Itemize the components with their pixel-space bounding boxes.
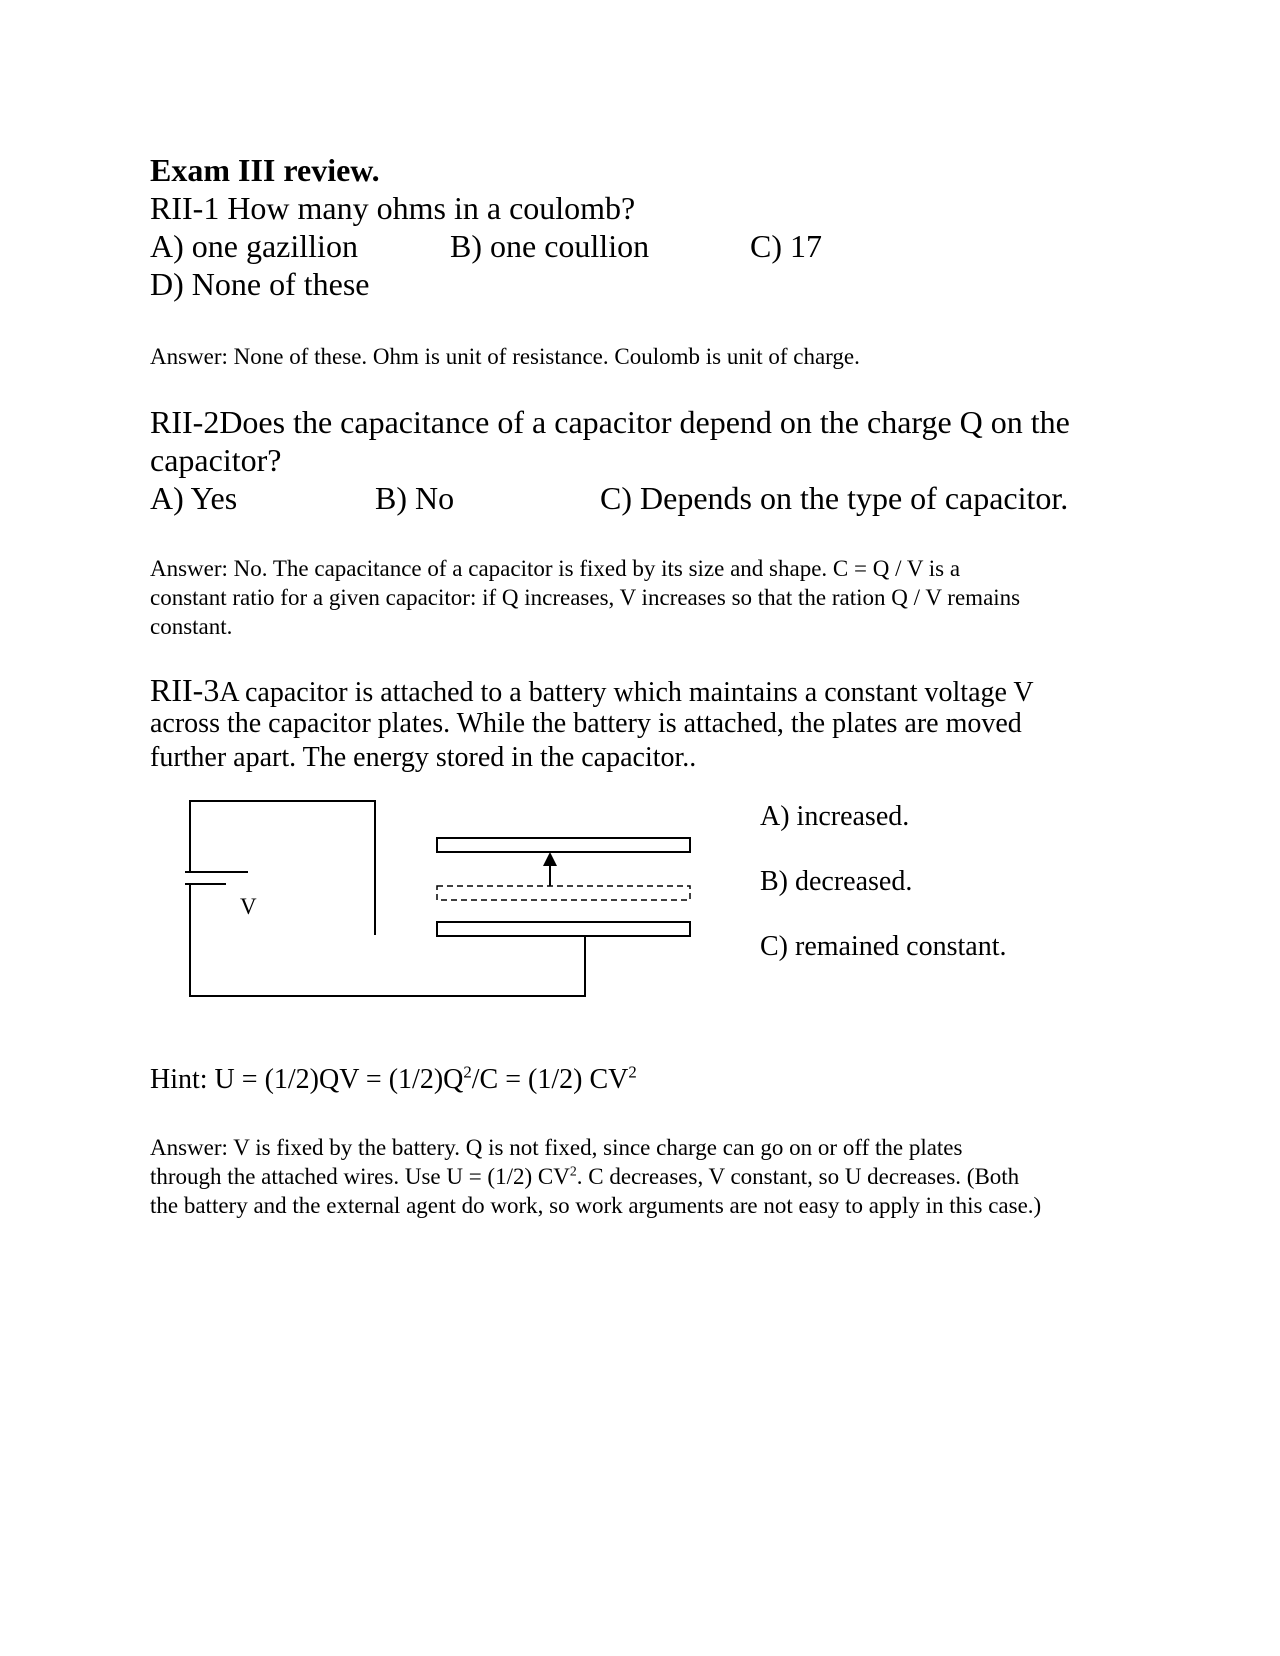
q3-option-c: C) remained constant.	[760, 931, 1007, 962]
q1-option-d: D) None of these	[150, 266, 370, 302]
q3-answer-line-1: Answer: V is fixed by the battery. Q is not fixed, since charge can go on or off the plates	[150, 1135, 963, 1160]
q2-question-line-2: capacitor?	[150, 442, 282, 478]
q3-answer-line-3: the battery and the external agent do work, so work arguments are not easy to apply in this case.)	[150, 1193, 1042, 1218]
answer-text-2: . C decreases, V constant, so U decreases. (Both	[576, 1164, 1020, 1189]
answer-text-1: through the attached wires. Use U = (1/2) CV	[150, 1164, 570, 1189]
q3-answer-line-2	[150, 1162, 1019, 1191]
circuit-elements	[185, 796, 845, 1006]
battery-gap	[185, 873, 197, 883]
q2-answer-line-2: constant ratio for a given capacitor: if Q increases, V increases so that the ration Q / V remains	[150, 585, 1021, 610]
answer-sup: 2	[569, 1163, 577, 1179]
q2-answer-line-1: Answer: No. The capacitance of a capacitor is fixed by its size and shape. C = Q / V is a	[150, 556, 961, 581]
page-title: Exam III review.	[150, 152, 380, 188]
q3-option-b: B) decreased.	[760, 866, 913, 897]
q1-question: RII-1 How many ohms in a coulomb?	[150, 190, 636, 226]
capacitor-bottom-plate	[437, 922, 690, 936]
q1-option-a: A) one gazillion	[150, 228, 358, 264]
q3-question-line-2: across the capacitor plates. While the battery is attached, the plates are moved	[150, 708, 1022, 739]
q3-label: RII-3	[150, 672, 220, 708]
up-arrow-icon	[543, 852, 557, 866]
q2-answer-line-3: constant.	[150, 614, 233, 639]
q2-option-b: B) No	[375, 480, 455, 516]
q3-question-line-3: further apart. The energy stored in the capacitor..	[150, 742, 697, 773]
document-page	[150, 0, 1150, 1656]
q2-option-a: A) Yes	[150, 480, 238, 516]
q3-question-line-1	[150, 673, 1034, 710]
hint-sup-1: 2	[463, 1062, 472, 1082]
q3-option-a: A) increased.	[760, 801, 910, 832]
battery-voltage-label: V	[240, 894, 257, 919]
capacitor-original-plate-dashed	[437, 886, 690, 900]
capacitor-top-plate	[437, 838, 690, 852]
hint-text-2: /C = (1/2) CV	[471, 1064, 629, 1095]
q1-option-b: B) one coullion	[450, 228, 650, 264]
hint-sup-2: 2	[628, 1062, 637, 1082]
hint-text-1: Hint: U = (1/2)QV = (1/2)Q	[150, 1064, 464, 1095]
q1-answer: Answer: None of these. Ohm is unit of resistance. Coulomb is unit of charge.	[150, 344, 860, 369]
q2-question-line-1: RII-2Does the capacitance of a capacitor depend on the charge Q on the	[150, 404, 1070, 440]
q1-option-c: C) 17	[750, 228, 822, 264]
q2-option-c: C) Depends on the type of capacitor.	[600, 480, 1069, 516]
q3-question-text-1: A capacitor is attached to a battery which maintains a constant voltage V	[219, 677, 1034, 708]
q3-hint	[150, 1063, 637, 1097]
